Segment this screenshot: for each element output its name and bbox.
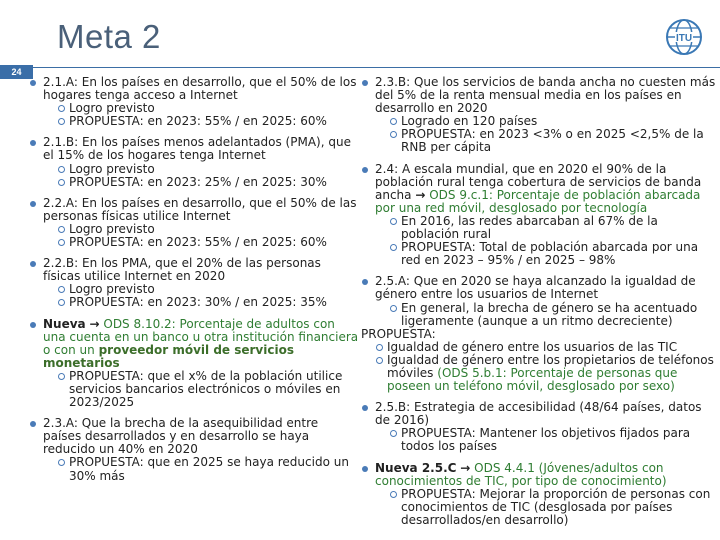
sub-item: PROPUESTA: Mantener los objetivos fijados para todos los países bbox=[375, 427, 717, 453]
sub-item: PROPUESTA: que el x% de la población utilice servicios bancarios electrónicos o móviles en 2023/2025 bbox=[43, 370, 359, 409]
sub-item: Logrado en 120 países bbox=[375, 115, 717, 128]
item-text bbox=[375, 462, 717, 488]
ods-text: ODS 8.10.2: Porcentaje de adultos con una cuenta en un banco u otra institución financiera o con un bbox=[43, 316, 359, 357]
sub-item: PROPUESTA: en 2023: 55% / en 2025: 60% bbox=[43, 236, 359, 249]
new-label: Nueva bbox=[43, 316, 86, 331]
sub-item bbox=[361, 354, 717, 393]
item-text: 2.1.A: En los países en desarrollo, que el 50% de los hogares tenga acceso a Internet bbox=[43, 75, 357, 103]
sub-item: PROPUESTA: en 2023: 55% / en 2025: 60% bbox=[43, 115, 359, 128]
item-text: 2.2.A: En los países en desarrollo, que el 50% de las personas físicas utilice Internet bbox=[43, 195, 357, 223]
left-column bbox=[29, 76, 359, 491]
propuesta-label: PROPUESTA: bbox=[361, 326, 436, 341]
arrow-right-icon: → bbox=[89, 316, 100, 331]
target-2-1-b bbox=[29, 136, 359, 188]
target-2-4 bbox=[361, 163, 717, 268]
sub-item: PROPUESTA: que en 2025 se haya reducido un 30% más bbox=[43, 456, 359, 482]
ods-text: (ODS 5.b.1: Porcentaje de personas que poseen un teléfono móvil, desglosado por sexo) bbox=[387, 365, 678, 394]
item-text bbox=[43, 318, 359, 370]
item-text: 2.2.B: En los PMA, que el 20% de las personas físicas utilice Internet en 2020 bbox=[43, 256, 321, 284]
sub-item: PROPUESTA: Mejorar la proporción de personas con conocimientos de TIC (desglosada por países desarrollados/en desarrollo) bbox=[375, 488, 717, 527]
ods-text: ODS 9.c.1: Porcentaje de población abarcada por una red móvil, desglosado por tecnología bbox=[375, 187, 701, 215]
ods-text: ODS 4.4.1 (Jóvenes/adultos con conocimientos de TIC, por tipo de conocimiento) bbox=[375, 460, 667, 488]
arrow-right-icon: → bbox=[415, 187, 426, 202]
target-2-1-a bbox=[29, 76, 359, 128]
sub-item: Logro previsto bbox=[43, 223, 359, 236]
sub-item: PROPUESTA: en 2023: 30% / en 2025: 35% bbox=[43, 296, 359, 309]
target-2-3-a bbox=[29, 417, 359, 482]
right-column bbox=[361, 76, 717, 535]
sub-item: Igualdad de género entre los usuarios de las TIC bbox=[361, 341, 717, 354]
sub-item: PROPUESTA: Total de población abarcada por una red en 2023 – 95% / en 2025 – 98% bbox=[375, 241, 717, 267]
item-text: 2.5.A: Que en 2020 se haya alcanzado la igualdad de género entre los usuarios de Internet bbox=[375, 274, 696, 302]
itu-globe-logo bbox=[664, 17, 704, 57]
sub-item: En 2016, las redes abarcaban al 67% de la población rural bbox=[375, 215, 717, 241]
item-text bbox=[375, 163, 717, 215]
new-target-ods-8-10-2 bbox=[29, 318, 359, 410]
target-2-5-b bbox=[361, 401, 717, 453]
page-number: 24 bbox=[0, 65, 33, 79]
arrow-right-icon: → bbox=[460, 460, 471, 475]
new-label: Nueva 2.5.C bbox=[375, 460, 457, 475]
sub-item: Logro previsto bbox=[43, 163, 359, 176]
sub-item: Logro previsto bbox=[43, 283, 359, 296]
header-rule bbox=[0, 67, 720, 68]
slide-title: Meta 2 bbox=[57, 18, 161, 55]
sub-item: PROPUESTA: en 2023 <3% o en 2025 <2,5% de la RNB per cápita bbox=[375, 128, 717, 154]
item-text: 2.5.B: Estrategia de accesibilidad (48/64 países, datos de 2016) bbox=[375, 400, 702, 428]
new-target-2-5-c bbox=[361, 462, 717, 527]
target-2-3-b bbox=[361, 76, 717, 155]
sub-item: En general, la brecha de género se ha acentuado ligeramente (aunque a un ritmo decreciente) bbox=[375, 302, 717, 328]
sub-item: Logro previsto bbox=[43, 102, 359, 115]
item-text: 2.1.B: En los países menos adelantados (PMA), que el 15% de los hogares tenga Internet bbox=[43, 135, 351, 163]
ods-text-bold: proveedor móvil de servicios monetarios bbox=[43, 342, 294, 370]
target-2-2-b bbox=[29, 257, 359, 309]
sub-item-text: Igualdad de género entre los propietarios de teléfonos móviles bbox=[387, 352, 714, 380]
target-2-2-a bbox=[29, 197, 359, 249]
item-text: 2.3.B: Que los servicios de banda ancha no cuesten más del 5% de la renta mensual media en los países en desarrollo en 2020 bbox=[375, 75, 716, 116]
sub-item: PROPUESTA: en 2023: 25% / en 2025: 30% bbox=[43, 176, 359, 189]
item-main-text: 2.4: A escala mundial, que en 2020 el 90% de la población rural tenga cobertura de servicios de banda ancha bbox=[375, 161, 702, 202]
target-2-5-a bbox=[361, 275, 717, 327]
item-text: 2.3.A: Que la brecha de la asequibilidad entre países desarrollados y en desarrollo se haya reducido un 40% en 2020 bbox=[43, 416, 319, 457]
svg-text:ITU: ITU bbox=[675, 33, 693, 44]
